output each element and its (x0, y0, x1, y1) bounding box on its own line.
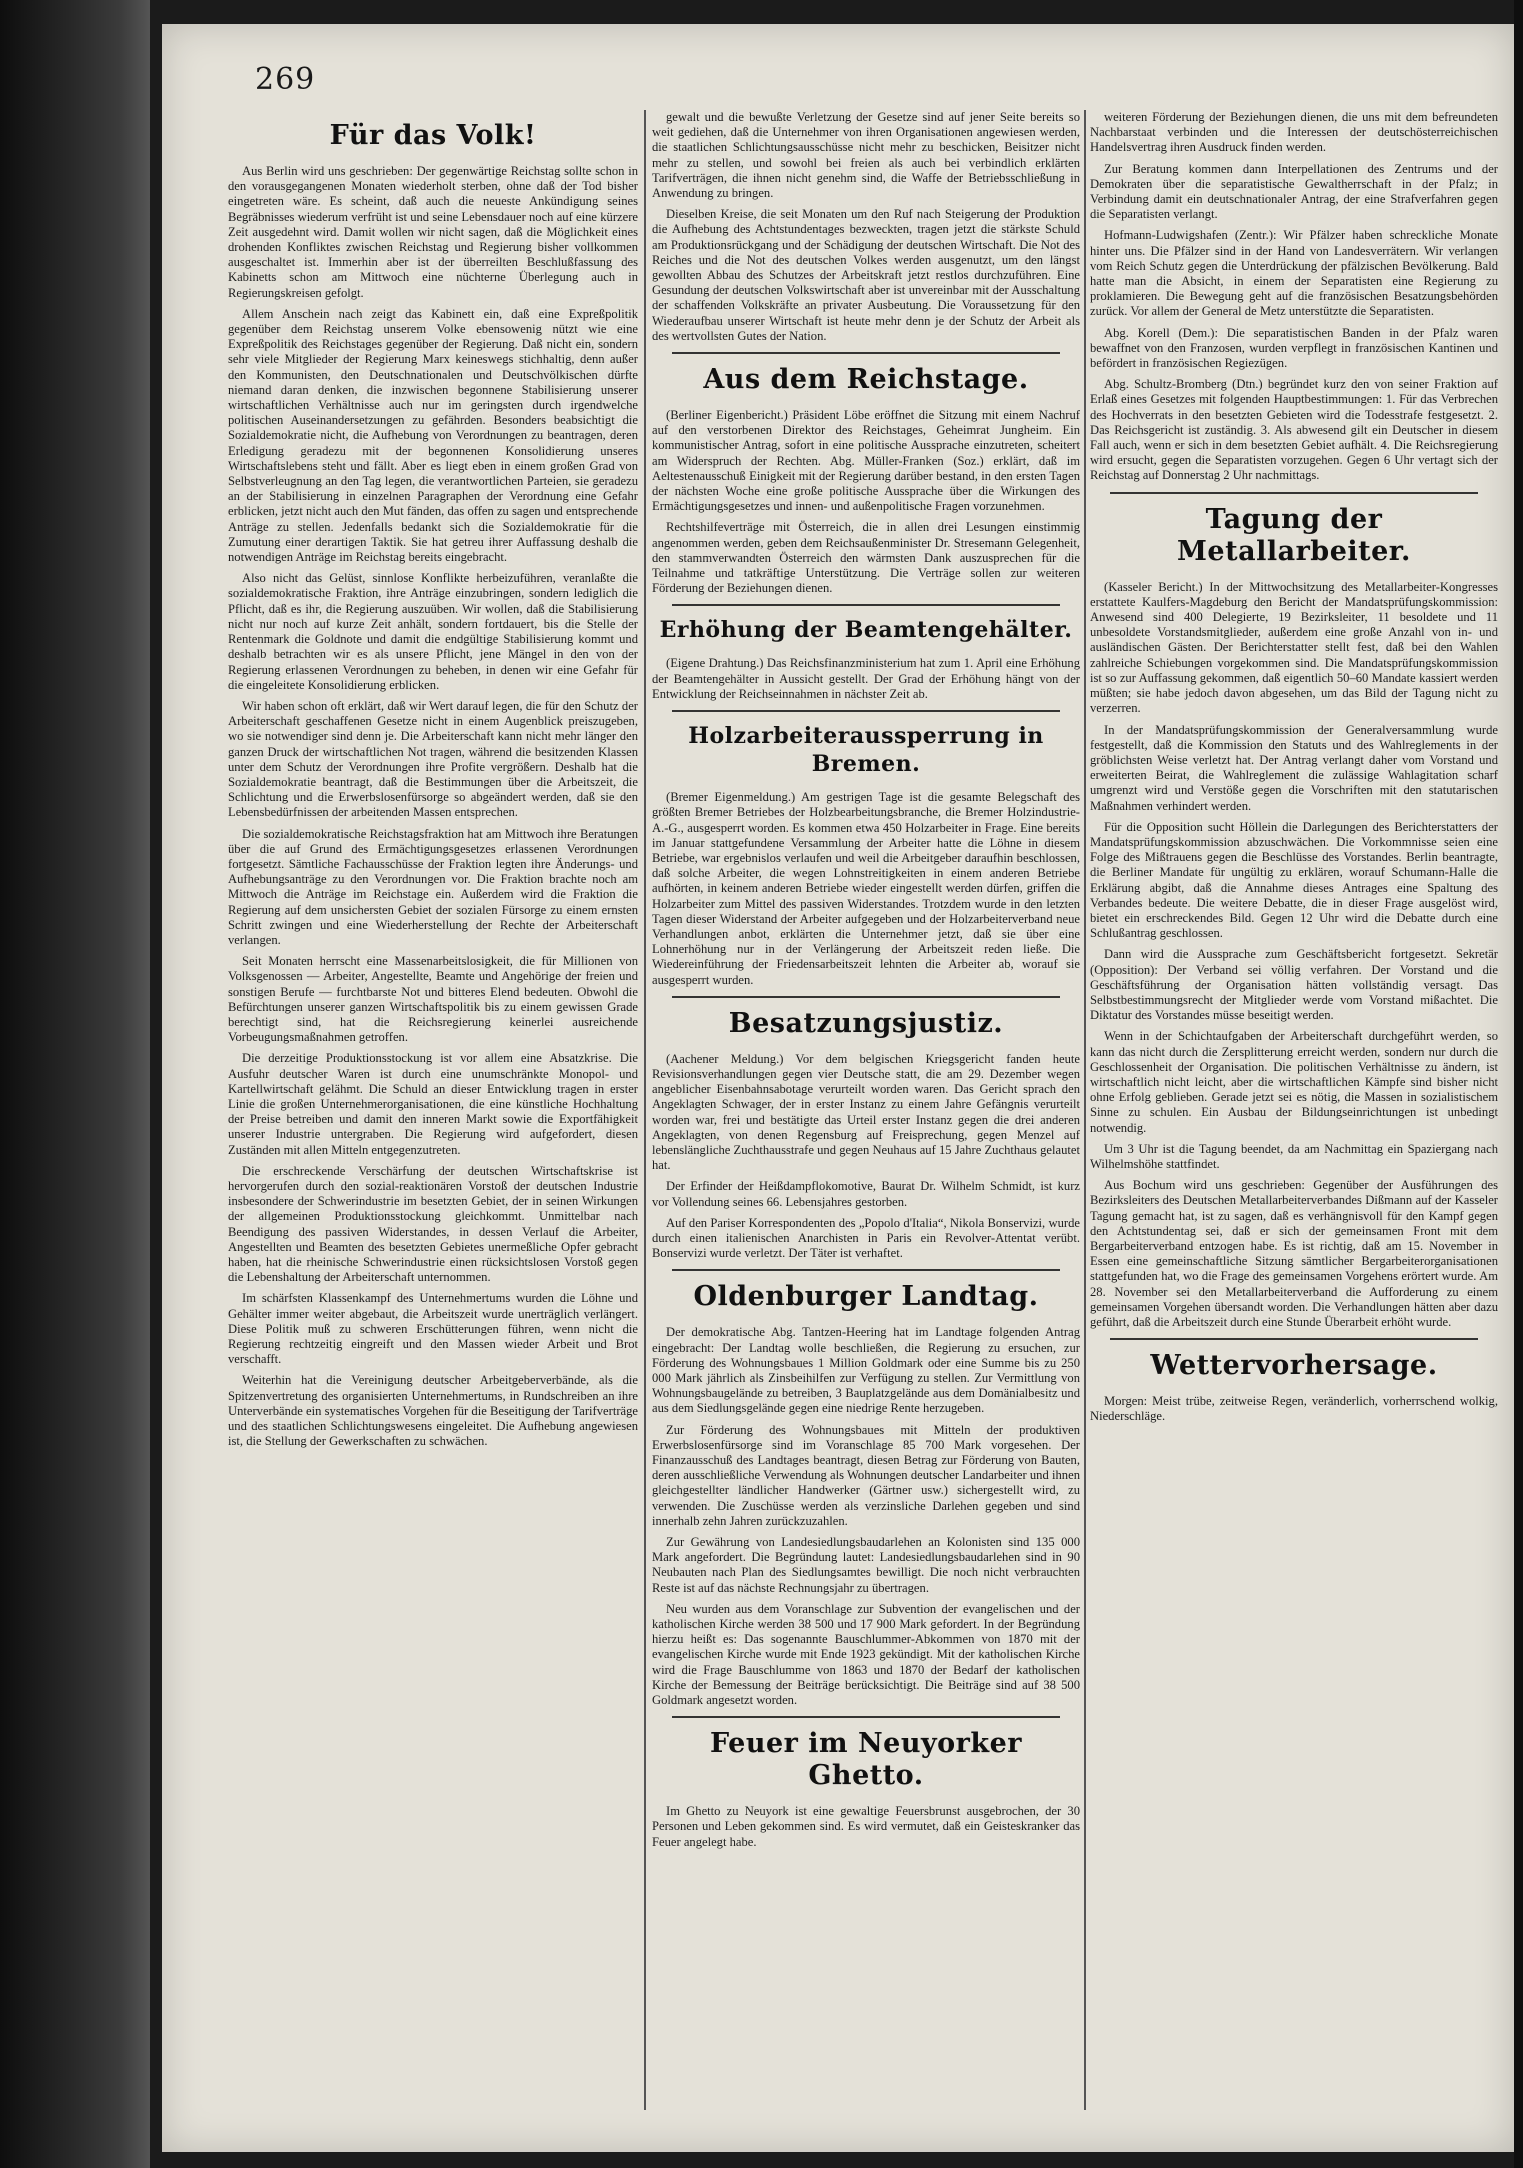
article-heading: Tagung der Metallarbeiter. (1177, 503, 1411, 567)
article-paragraph: In der Mandatsprüfungskommission der Generalversammlung wurde festgestellt, daß die Kommission den Statuts und des Wahlreglements in der gröblichsten Weise verletzt hat. Der Antrag verlangt daher vom Vorstand und erweiterten Beirat, die Wahlreglement die zulässige Wahlagitation scharf umgrenzt wird und Verstöße gegen die Vorschriften mit den statutarischen Maßnahmen verhindert werden. (1090, 722, 1498, 813)
article-paragraph: weiteren Förderung der Beziehungen dienen, die uns mit dem befreundeten Nachbarstaat verbinden und die Interessen der deutschösterreichischen Handelsvertrag ihren Ausdruck finden werden. (1090, 110, 1498, 155)
article-heading: Holzarbeiteraussperrung in Bremen. (688, 723, 1044, 778)
article-heading: Oldenburger Landtag. (693, 1281, 1039, 1313)
article-paragraph: (Aachener Meldung.) Vor dem belgischen Kriegsgericht fanden heute Revisionsverhandlungen gegen vier Deutsche statt, die am 29. Dezember wegen angeblicher Eisenbahnsabotage verurteilt worden waren. Das Gericht sprach den Angeklagten Schwager, der in erster Instanz zu einem Jahre Gefängnis verurteilt worden war, frei und bestätigte das Urteil erster Instanz gegen die drei anderen Angeklagten, von denen Regensburg auf Freisprechung, gegen Menzel auf lebenslängliche Zuchthausstrafe und gegen Neuhaus auf 15 Jahre Zuchthaus gelautet hat. (652, 1051, 1080, 1173)
article-paragraph: Zur Gewährung von Landesiedlungsbaudarlehen an Kolonisten sind 135 000 Mark angefordert. Die Begründung lautet: Landesiedlungsbaudarlehen sind in 90 Neubauten nach Plan des Siedlungsamtes bewilligt. Die noch nicht verbrauchten Reste ist auf das nächste Rechnungsjahr zu übertragen. (652, 1535, 1080, 1595)
article-separator (672, 604, 1060, 606)
article-heading: Aus dem Reichstage. (703, 364, 1029, 396)
article-paragraph: Morgen: Meist trübe, zeitweise Regen, veränderlich, vorherrschend wolkig, Niederschläge. (1090, 1394, 1498, 1424)
column-1 (228, 110, 638, 2090)
article-paragraph: Dieselben Kreise, die seit Monaten um den Ruf nach Steigerung der Produktion die Aufhebung des Achtstundentages bezweckten, tragen jetzt die stärkste Schuld am Produktionsrückgang und der Schädigung der deutschen Wirtschaft. Die Not des Reiches und die Not des deutschen Volkes werden ausgenutzt, um den längst gewollten Abbau des Schutzes der Arbeitskraft jetzt restlos durchzuführen. Eine Gesundung der deutschen Volkswirtschaft aber ist unvereinbar mit der Ausschaltung der schaffenden Volkskräfte an privater Ausbeutung. Die Voraussetzung für den Wiederaufbau unserer Wirtschaft ist heute mehr denn je der Schutz der Arbeit als des wertvollsten Gutes der Nation. (652, 207, 1080, 343)
article-paragraph: Für die Opposition sucht Höllein die Darlegungen des Berichterstatters der Mandatsprüfungskommission abzuschwächen. Die Vorkommnisse seien eine Folge des Mißtrauens gegen die Beschlüsse des Vorstandes. Berlin beantragte, die Berliner Mandate für ungültig zu erklären, worauf Schumann-Halle die Erklärung abgibt, daß die Annahme dieses Antrages eine Spaltung des Verbandes bedeute. Die weitere Debatte, die in dieser Frage ausgelöst wird, bietet ein erschreckendes Bild. Gegen 12 Uhr wird die Debatte durch eine Schlußantrag geschlossen. (1090, 819, 1498, 941)
article-heading: Besatzungsjustiz. (728, 1007, 1004, 1039)
article-paragraph: Aus Bochum wird uns geschrieben: Gegenüber der Ausführungen des Bezirksleiters des Deutschen Metallarbeiterverbandes Dißmann auf der Kasseler Tagung gemacht hat, ist zu sagen, daß es verhängnisvoll für den Kampf gegen den Achtstundentag sei, daß er sich der gemeinsamen Front mit dem Bergarbeiterverband entzogen habe. Es ist richtig, daß am 15. November in Essen eine gemeinschaftliche Sitzung sämtlicher Bergarbeiterorganisationen stattgefunden hat, wo die Frage des gemeinsamen Vorgehens erörtert wurde. Am 28. November sei den Metallarbeiterverband die Aufforderung zu einem gemeinsamen Vorgehen übersandt worden. Die Verhandlungen hätten aber dazu geführt, daß die Arbeitszeit durch eine Stunde Überarbeit erhöht wurde. (1090, 1178, 1498, 1330)
article-paragraph: Die erschreckende Verschärfung der deutschen Wirtschaftskrise ist hervorgerufen durch den sozial-reaktionären Vorstoß der deutschen Industrie insbesondere der Schwerindustrie im besetzten Gebiet, der in seinen Wirkungen der allgemeinen Produktionsstockung gleichkommt. Unmittelbar nach Beendigung des passiven Widerstandes, in dessen Verlauf die Arbeiter, Angestellten und Beamten des besetzten Gebietes unermeßliche Opfer gebracht haben, hat die rheinische Schwerindustrie einen rücksichtslosen Vorstoß gegen die Lebenshaltung der Arbeiterschaft unternommen. (228, 1163, 638, 1285)
article (652, 722, 1080, 988)
article-paragraph: Der Erfinder der Heißdampflokomotive, Baurat Dr. Wilhelm Schmidt, ist kurz vor Vollendung seines 66. Lebensjahres gestorben. (652, 1179, 1080, 1209)
article-paragraph: Seit Monaten herrscht eine Massenarbeitslosigkeit, die für Millionen von Volksgenossen — Arbeiter, Angestellte, Beamte und Angehörige der freien und sonstigen Berufe — furchtbarste Not und bitteres Elend bedeuten. Obwohl die Befürchtungen unserer ganzen Wirtschaftspolitik bis zu einem gewissen Grade berechtigt sind, hat die Reichsregierung keinerlei ausreichende Vorbeugungsmaßnahmen getroffen. (228, 954, 638, 1045)
article-separator (1110, 1338, 1478, 1340)
article-separator (1110, 492, 1478, 494)
column-rule (1084, 110, 1086, 2110)
article-heading: Wettervorhersage. (1150, 1350, 1438, 1382)
column-rule (644, 110, 646, 2110)
article (652, 616, 1080, 702)
article-heading: Feuer im Neuyorker Ghetto. (709, 1728, 1023, 1792)
article-paragraph: Zur Förderung des Wohnungsbaues mit Mitteln der produktiven Erwerbslosenfürsorge sind im Voranschlage 85 700 Mark vorgesehen. Der Finanzausschuß des Landtages beantragt, diesen Betrag zur Förderung von Bauten, deren ausschließliche Verwendung als Wohnungen deutscher Landarbeiter und ihnen gleichgestellter ländlicher Handwerker (Gärtner usw.) sichergestellt wird, zu verwenden. Die Zuschüsse werden als verzinsliche Darlehen gegeben und sind innerhalb zehn Jahren zurückzuzahlen. (652, 1422, 1080, 1528)
article-separator (672, 1716, 1060, 1718)
page-number: 269 (255, 62, 316, 97)
article-paragraph: Abg. Korell (Dem.): Die separatistischen Banden in der Pfalz waren bewaffnet von den Franzosen, wurden verpflegt in französischen Kantinen und befördert in französischen Regiezügen. (1090, 325, 1498, 371)
article-heading: Für das Volk! (329, 120, 537, 151)
article (652, 1728, 1080, 1850)
article-paragraph: Dann wird die Aussprache zum Geschäftsbericht fortgesetzt. Sekretär (Opposition): Der Verband sei völlig verfahren. Der Vorstand und die Geschäftsführung der Organisation hätten vollständig versagt. Das Selbstbestimmungsrecht der Mitglieder werde vom Vorstand mißachtet. Die Diktatur des Vorstandes müsse beseitigt werden. (1090, 947, 1498, 1023)
article-paragraph: Um 3 Uhr ist die Tagung beendet, da am Nachmittag ein Spaziergang nach Wilhelmshöhe stattfindet. (1090, 1141, 1498, 1171)
article-paragraph: Die derzeitige Produktionsstockung ist vor allem eine Absatzkrise. Die Ausfuhr deutscher Waren ist durch eine unumschränkte Monopol- und Kartellwirtschaft gelähmt. Die Schuld an dieser Entwicklung tragen in erster Linie die großen Unternehmerorganisationen, die eine künstliche Hochhaltung der Preise betreiben und damit den inneren Markt sowie die Exportfähigkeit unserer Industrie untergraben. Die Regierung wird aufgefordert, diesen Zuständen mit allen Mitteln entgegenzutreten. (228, 1051, 638, 1157)
column-2 (652, 110, 1080, 2090)
scan-edge (1514, 0, 1523, 2168)
article-separator (672, 352, 1060, 354)
article-paragraph: Aus Berlin wird uns geschrieben: Der gegenwärtige Reichstag sollte schon in den vorausgegangenen Monaten wiederholt sterben, ohne daß der Tod bisher eingetreten wäre. Es scheint, daß auch die neueste Ankündigung seines Begräbnisses wiederum verfrüht ist und seine Lebensdauer noch auf eine kürzere Zeit ausgedehnt wird. Damit wollen wir nicht sagen, daß die Möglichkeit eines drohenden Konfliktes zwischen Reichstag und Regierung bisher vollkommen ausgeschaltet ist. Immerhin aber ist der überreilten Beschlußfassung des Kabinetts schon am Mittwoch eine nüchterne Überlegung auch in Regierungskreisen gefolgt. (228, 164, 638, 300)
article (1090, 110, 1498, 484)
article-paragraph: (Eigene Drahtung.) Das Reichsfinanzministerium hat zum 1. April eine Erhöhung der Beamtengehälter in Aussicht gestellt. Der Grad der Erhöhung hängt von der Entwicklung der Reichseinnahmen in nächster Zeit ab. (652, 656, 1080, 701)
book-binding (0, 0, 150, 2168)
article-separator (672, 996, 1060, 998)
article-paragraph: Zur Beratung kommen dann Interpellationen des Zentrums und der Demokraten über die separatistische Gewaltherrschaft in der Pfalz; in Verbindung damit ein deutschnationaler Antrag, der eine Strafverfahren gegen die Separatisten verlangt. (1090, 161, 1498, 222)
article-paragraph: (Kasseler Bericht.) In der Mittwochsitzung des Metallarbeiter-Kongresses erstattete Kaulfers-Magdeburg den Bericht der Mandatsprüfungskommission: Anwesend sind 400 Delegierte, 19 Bezirksleiter, 11 besoldete und 11 unbesoldete Vorstandsmitglieder, außerdem eine große Anzahl von in- und ausländischen Gästen. Der Berichterstatter stellt fest, daß bei den Wahlen zahlreiche Schiebungen vorgekommen sind. Die Mandatsprüfungskommission ist so zur Auffassung gekommen, daß eigentlich 50–60 Mandate kassiert werden müßten; sie habe jedoch davon abgesehen, um das Bild der Tagung nicht zu verzerren. (1090, 579, 1498, 716)
article-paragraph: Wir haben schon oft erklärt, daß wir Wert darauf legen, die für den Schutz der Arbeiterschaft geschaffenen Gesetze nicht in einem Augenblick preiszugeben, wo sie notwendiger sind denn je. Die Arbeiterschaft kann nicht mehr länger den ganzen Druck der wirtschaftlichen Not tragen, während die besitzenden Klassen unter dem Schutz der Verordnungen ihre Profite vergrößern. Deshalb hat die Sozialdemokratie beantragt, daß die Bestimmungen über die Arbeitszeit, die Schlichtung und die Erwerbslosenfürsorge so abgeändert werden, daß sie den Lebensbedürfnissen der arbeitenden Massen entsprechen. (228, 698, 638, 820)
article (652, 110, 1080, 344)
column-3 (1090, 110, 1498, 2090)
article-paragraph: gewalt und die bewußte Verletzung der Gesetze sind auf jener Seite bereits so weit gediehen, daß die Unternehmer von ihren Organisationen angewiesen werden, die staatlichen Schlichtungsausschüsse nicht mehr zu beschicken, Beisitzer nicht mehr zu stellen, und sowohl bei freien als auch bei verbindlich erklärten Tarifverträgen, die ihnen nicht genehm sind, die Waffe der Betriebsschließung in Anwendung zu bringen. (652, 110, 1080, 201)
article-paragraph: Allem Anschein nach zeigt das Kabinett ein, daß eine Expreßpolitik gegenüber dem Reichstag unserem Volke ebensowenig nützt wie eine Expreßpolitik des Reichstages gegenüber der Regierung. Daß nicht ein, sondern sehr viele Mitglieder der Regierung Marx keineswegs stichhaltig, denn außer den Kommunisten, den Deutschnationalen und Deutschvölkischen dürfte niemand daran denken, die inzwischen begonnene Stabilisierung unserer wirtschaftlichen Verhältnisse auch nur im geringsten durch irgendwelche politischen Auseinandersetzungen zu gefährden. Besonders beabsichtigt die Sozialdemokratie nicht, die Aufhebung von Verordnungen zu beantragen, deren Erledigung geradezu mit der begonnenen Konsolidierung unseres Wirtschaftslebens steht und fällt. Aber es liegt eben in einem großen Grad von Selbstverleugnung an den Tag legen, die verantwortlichen Parteien, sie geradezu an der Stabilisierung in einzelnen Paragraphen der Verordnung eine Gefahr erblicken, jetzt nicht auch den Mut fänden, das offen zu sagen und entsprechende Anträge zu stellen. Jedenfalls bedankt sich die Sozialdemokratie für die Zumutung einer derartigen Taktik. Sie hat getreu ihrer Auffassung deshalb die notwendigen Anträge im Reichstag bereits eingebracht. (228, 306, 638, 565)
article-separator (672, 710, 1060, 712)
article-paragraph: Wenn in der Schichtaufgaben der Arbeiterschaft durchgeführt werden, so kann das nicht durch die Zersplitterung erreicht werden, sondern nur durch die Geschlossenheit der Organisation. Die politischen Verhältnisse zu ändern, ist wirtschaftlich nicht leicht, aber die wirtschaftlichen Kämpfe sind bisher nicht ohne Erfolg geblieben. Gerade jetzt sei es nötig, die Massen in sozialistischem Sinne zu schulen. Ein Ausbau der Bildungseinrichtungen ist unbedingt notwendig. (1090, 1029, 1498, 1135)
article-paragraph: Rechtshilfeverträge mit Österreich, die in allen drei Lesungen einstimmig angenommen werden, geben dem Reichsaußenminister Dr. Stresemann Gelegenheit, den stammverwandten Österreich den wärmsten Dank auszusprechen für die Teilnahme und tatkräftige Unterstützung. Die Verträge sollen zur weiteren Förderung der Beziehungen dienen. (652, 520, 1080, 596)
article (652, 1008, 1080, 1262)
article (1090, 504, 1498, 1331)
article-paragraph: (Berliner Eigenbericht.) Präsident Löbe eröffnet die Sitzung mit einem Nachruf auf den verstorbenen Direktor des Reichstages, Geheimrat Jungheim. Ein kommunistischer Antrag, sofort in eine politische Aussprache einzutreten, scheitert am Widerspruch der Rechten. Abg. Müller-Franken (Soz.) erklärt, daß im Aeltestenausschuß Einigkeit mit der Regierung darüber bestand, in den ersten Tagen der nächsten Woche eine große politische Aussprache über die Wirkungen des Ermächtigungsgesetzes und innen- und außenpolitische Fragen vorzunehmen. (652, 408, 1080, 514)
article-paragraph: Also nicht das Gelüst, sinnlose Konflikte herbeizuführen, veranlaßte die sozialdemokratische Fraktion, ihre Anträge einzubringen, sondern lediglich die Pflicht, daß es ihr, die Regierung auszuüben. Wir wollen, daß die Stabilisierung nicht nur noch auf kurze Zeit anhält, sondern fortdauert, bis die Stelle der Rentenmark die Goldnote und damit die endgültige Stabilisierung kommt und deshalb betrachten wir es als unsere Pflicht, jene Mängel in den von der Regierung erlassenen Verordnungen zu beheben, in denen wir eine Gefahr für die eingeleitete Konsolidierung erblicken. (228, 571, 638, 692)
article-paragraph: Im schärfsten Klassenkampf des Unternehmertums wurden die Löhne und Gehälter immer weiter abgebaut, die Arbeitszeit wurde unerträglich verlängert. Diese Politik muß zu schweren Erschütterungen führen, wenn nicht die Regierung rechtzeitig eingreift und den Massen wieder Arbeit und Brot verschafft. (228, 1291, 638, 1367)
article-paragraph: Hofmann-Ludwigshafen (Zentr.): Wir Pfälzer haben schreckliche Monate hinter uns. Die Pfälzer sind in der Hand von Landesverrätern. Wir verlangen vom Reich Schutz gegen die Unterdrückung der pfälzischen Bevölkerung. Bald hatte man die Absicht, in einem der Separatisten eine Regierung zu proklamieren. Die Bewegung geht auf die französischen Besatzungsbehörden zurück. Vor allem der General de Metz unterstützte die Separatisten. (1090, 228, 1498, 319)
article (652, 1281, 1080, 1708)
article-separator (672, 1269, 1060, 1271)
article-paragraph: Weiterhin hat die Vereinigung deutscher Arbeitgeberverbände, als die Spitzenvertretung des organisierten Unternehmertums, in Rundschreiben an ihre Unterverbände ein systematisches Vorgehen für die Beseitigung der Tarifverträge und des staatlichen Schlichtungswesens eingeleitet. Die Aufhebung angewiesen ist, die Stellung der Gewerkschaften zu schwächen. (228, 1373, 638, 1449)
article-paragraph: Abg. Schultz-Bromberg (Dtn.) begründet kurz den von seiner Fraktion auf Erlaß eines Gesetzes mit folgenden Hauptbestimmungen: 1. Für das Verbrechen des Hochverrats in den besetzten Gebieten wird die Todesstrafe festgesetzt. 2. Das Reichsgericht ist zuständig. 3. Als abwesend gilt ein Deutscher in diesem Fall auch, wenn er sich in dem besetzten Gebiet aufhält. 4. Die Reichsregierung wird ersucht, gegen die Separatisten vorzugehen. Gegen 6 Uhr vertagt sich der Reichstag auf Donnerstag 2 Uhr nachmittags. (1090, 377, 1498, 483)
article (652, 364, 1080, 596)
article (1090, 1350, 1498, 1424)
article-paragraph: Im Ghetto zu Neuyork ist eine gewaltige Feuersbrunst ausgebrochen, der 30 Personen und Leben gekommen sind. Es wird vermutet, daß ein Geisteskranker das Feuer angelegt habe. (652, 1804, 1080, 1849)
article-paragraph: Die sozialdemokratische Reichstagsfraktion hat am Mittwoch ihre Beratungen über die auf Grund des Ermächtigungsgesetzes erlassenen Verordnungen fortgesetzt. Sämtliche Fachausschüsse der Fraktion legten ihre Änderungs- und Aufhebungsanträge zu den Verordnungen vor. Die Fraktion brachte noch am Mittwoch die Anträge im Reichstage ein. Außerdem wird die Fraktion die Regierung auf dem unsichersten Gebiet der sozialen Fürsorge zu einem ernsten Schritt zwingen und eine Wiederherstellung der Rechte der Arbeiterschaft verlangen. (228, 826, 638, 947)
article (228, 120, 638, 1449)
article-paragraph: Auf den Pariser Korrespondenten des „Popolo d'Italia“, Nikola Bonservizi, wurde durch einen italienischen Anarchisten in Paris ein Revolver-Attentat verübt. Bonservizi wurde verletzt. Der Täter ist verhaftet. (652, 1215, 1080, 1261)
article-heading: Erhöhung der Beamtengehälter. (659, 617, 1073, 644)
article-paragraph: Der demokratische Abg. Tantzen-Heering hat im Landtage folgenden Antrag eingebracht: Der Landtag wolle beschließen, die Regierung zu ersuchen, zur Förderung des Wohnungsbaues 1 Million Goldmark oder eine Summe bis zu 250 000 Mark jährlich als Zinsbeihilfen zur Verfügung zu stellen. Zur Vermittlung von Wohnungsbaugelände zu betreiben, 3 Bauplatzgelände aus dem Domänialbesitz und aus dem Siedlungsgelände gegen eine niedrige Rente herzugeben. (652, 1325, 1080, 1416)
article-paragraph: (Bremer Eigenmeldung.) Am gestrigen Tage ist die gesamte Belegschaft des größten Bremer Betriebes der Holzbearbeitungsbranche, die Bremer Holzindustrie-A.-G., ausgesperrt worden. Es kommen etwa 450 Holzarbeiter in Frage. Eine bereits im Januar stattgefundene Versammlung der Arbeiter hatte die Löhne in diesem Betriebe, war ergebnislos verlaufen und weil die Arbeitgeber daraufhin beschlossen, daß solche Arbeiter, die wegen Lohnstreitigkeiten in einem anderen Betriebe aufhörten, in keinem anderen Betriebe wieder eingestellt werden dürfen, griffen die Holzarbeiter zum Mittel des passiven Widerstandes. Trotzdem wurde in den letzten Tagen dieser Widerstand der Arbeiter aufgegeben und der Holzarbeiterverband neue Verhandlungen anbot, erklärten die Unternehmer jetzt, daß sie über eine Lohnerhöhung nur in der Verlängerung der Arbeitszeit reden ließe. Die Wiedereinführung der Friedensarbeitszeit lehnten die Arbeiter ab, worauf sie ausgesperrt wurden. (652, 790, 1080, 987)
article-paragraph: Neu wurden aus dem Voranschlage zur Subvention der evangelischen und der katholischen Kirche werden 38 500 und 17 900 Mark gefordert. In der Begründung hierzu heißt es: Das sogenannte Bauschlummer-Abkommen von 1870 mit der evangelischen Kirche wurde mit Ende 1923 gekündigt. Mit der katholischen Kirche wird die Frage Bauschlumme von 1863 und 1870 der Bedarf der katholischen Kirche der Bemessung der Beiträge berücksichtigt. Die Beiträge sind auf 38 500 Goldmark angesetzt worden. (652, 1601, 1080, 1708)
